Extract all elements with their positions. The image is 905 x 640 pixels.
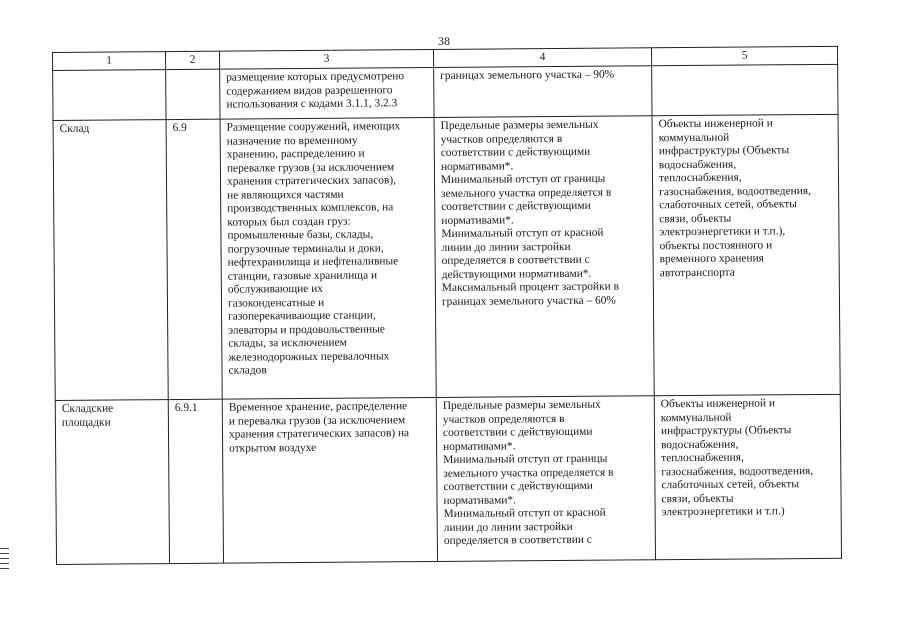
parameters-cell: Предельные размеры земельных участков определяются в соответствии с действующими нормативами*. Минимальный отступ от границы земельного участка определяется в соответствии с действующими нормативами*. Минимальный отступ от красной линии до линии застройки определяется в соответствии с действующими нормативами*. Максимальный процент застройки в границах земельного участка – 60%: [434, 116, 654, 398]
use-code-cell: 6.9: [166, 119, 222, 399]
table-row: [53, 114, 840, 400]
header-cell: 1: [53, 52, 166, 71]
header-cell: 2: [166, 51, 220, 69]
allowed-objects-cell: Объекты инженерной и коммунальной инфраструктуры (Объекты водоснабжения, теплоснабжения, газоснабжения, водоотведения, слаботочных сетей, объекты связи, объекты электроэнергетики и т.п.): [654, 394, 841, 559]
use-name-cell: Складские площадки: [55, 400, 169, 565]
allowed-objects-cell: [652, 64, 838, 115]
description-cell: размещение которых предусмотрено содержанием видов разрешенного использования с кодами 3.1.1, 3.2.3: [220, 68, 434, 120]
use-code-cell: 6.9.1: [168, 399, 223, 563]
table-row: [55, 394, 841, 564]
parameters-cell: Предельные размеры земельных участков определяются в соответствии с действующими нормативами*. Минимальный отступ от границы земельного участка определяется в соответствии с действующими нормативами*. Минимальный отступ от красной линии до линии застройки определяется в соответствии с: [436, 396, 655, 562]
page-number: 38: [438, 34, 450, 48]
header-cell: 5: [651, 46, 837, 65]
zoning-table: [52, 46, 842, 565]
header-cell: 4: [433, 48, 651, 68]
use-name-cell: [53, 70, 166, 121]
use-code-cell: [166, 69, 220, 119]
header-cell: 3: [219, 50, 433, 70]
table-row: [53, 64, 838, 120]
scan-edge-marks: [0, 548, 9, 573]
allowed-objects-cell: Объекты инженерной и коммунальной инфраструктуры (Объекты водоснабжения, теплоснабжения, газоснабжения, водоотведения, слаботочных сетей, объекты связи, объекты электроэнергетики и т.п.), объекты постоянного и временного хранения автотранспорта: [652, 114, 840, 395]
description-cell: Временное хранение, распределение и перевалка грузов (за исключением хранения стратегических запасов) на открытом воздухе: [222, 397, 437, 563]
description-cell: Размещение сооружений, имеющих назначение по временному хранению, распределению и перевалке грузов (за исключением хранения стратегических запасов), не являющихся частями производственных комплексов, на которых был создан груз: промышленные базы, склады, погрузочные терминалы и доки, нефтехранилища и нефтеналивные станции, газовые хранилища и обслуживающие их газоконденсатные и газоперекачивающие станции, элеваторы и продовольственные склады, за исключением железнодорожных перевалочных складов: [220, 118, 436, 400]
parameters-cell: границах земельного участка – 90%: [434, 66, 652, 118]
use-name-cell: Склад: [53, 120, 168, 401]
